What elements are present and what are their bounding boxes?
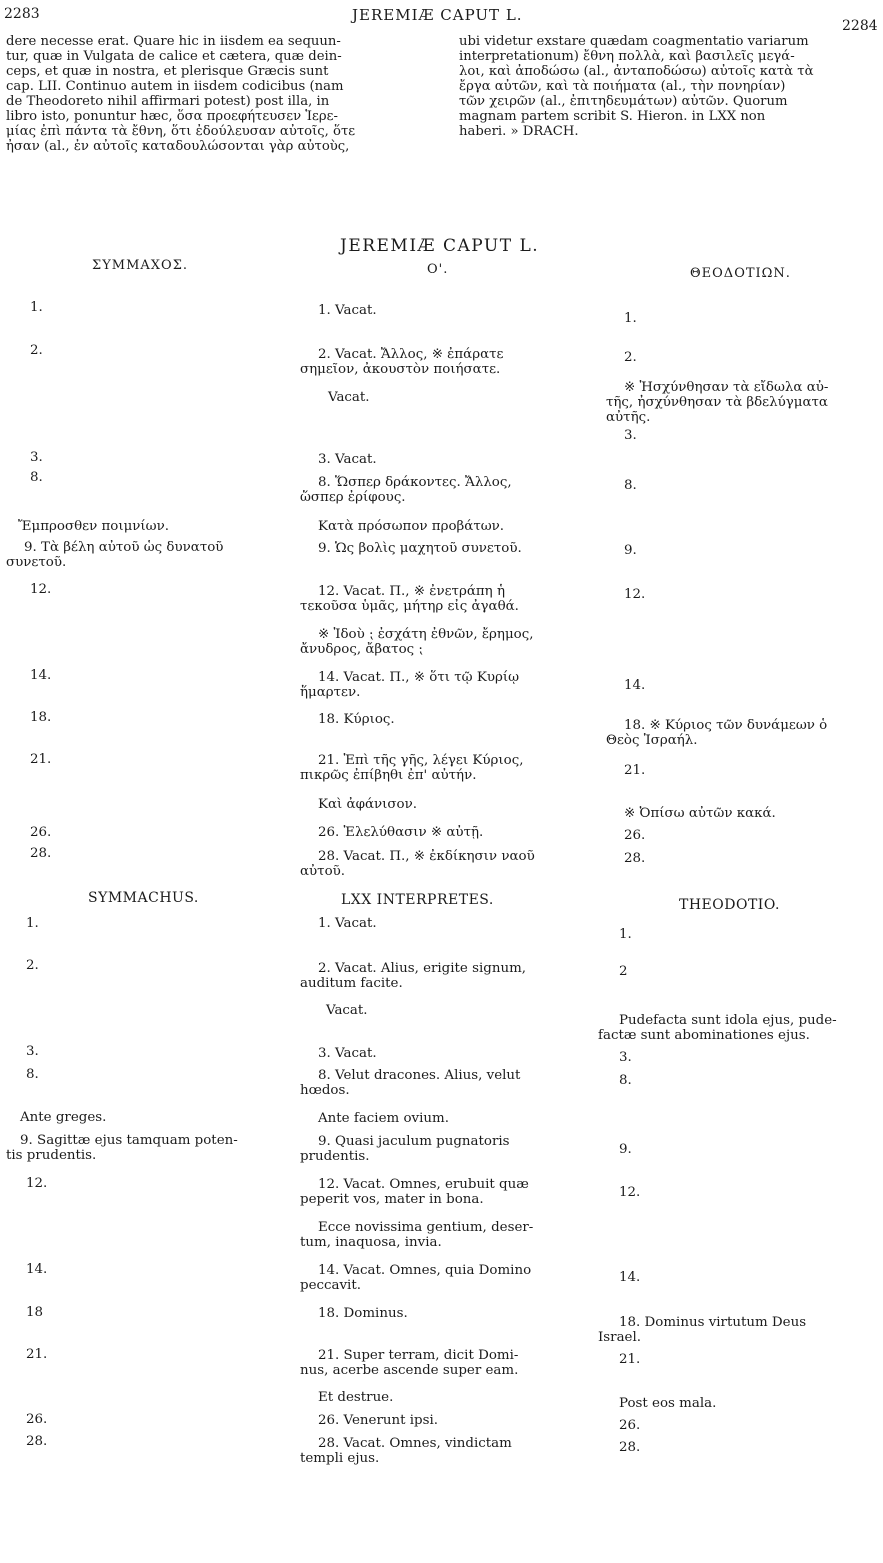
entry: [300, 753, 523, 783]
entry: [619, 1396, 716, 1411]
text-line: 1. Vacat.: [318, 303, 377, 318]
entry: [624, 763, 645, 778]
text-line: Καὶ ἀφάνισον.: [318, 797, 418, 812]
text-line: 26. Ἐλελύθασιν ※ αὐτῇ.: [318, 825, 484, 840]
text-line: ※ Ὀπίσω αὐτῶν κακά.: [624, 806, 776, 821]
text-line: Pudefacta sunt idola ejus, pude-: [619, 1013, 837, 1028]
text-line: συνετοῦ.: [6, 555, 67, 570]
text-line: de Theodoreto nihil affirmari potest) post illa, in: [6, 94, 330, 109]
entry: [6, 540, 223, 570]
text-line: 18.: [30, 710, 52, 725]
entry: [318, 1306, 408, 1321]
text-line: 21. Super terram, dicit Domi-: [318, 1348, 519, 1363]
text-line: 8.: [624, 478, 637, 493]
top-text-left-column: [6, 34, 438, 154]
text-line: λοι, καὶ ἀποδώσω (al., ἀνταποδώσω) αὐτοῖς κατὰ τὰ: [459, 64, 814, 79]
text-line: 1. Vacat.: [318, 916, 377, 931]
entry: [6, 1133, 238, 1163]
text-line: ※ Ἰδοὺ ⁏ ἐσχάτη ἐθνῶν, ἔρημος,: [318, 627, 534, 642]
text-line: 8.: [26, 1067, 39, 1082]
text-line: Post eos mala.: [619, 1396, 717, 1411]
text-line: 28.: [624, 851, 646, 866]
entry: [26, 1176, 47, 1191]
entry: [318, 1413, 438, 1428]
text-line: 2.: [26, 958, 39, 973]
text-line: ἔργα αὐτῶν, καὶ τὰ ποιήματα (al., τὴν πονηρίαν): [459, 79, 786, 94]
text-line: Israel.: [598, 1330, 642, 1345]
entry: [619, 1050, 632, 1065]
text-line: 3.: [619, 1050, 632, 1065]
header-lxx-latin: LXX INTERPRETES.: [341, 892, 494, 908]
page-number-right: 2284: [842, 18, 878, 34]
entry: [26, 1262, 47, 1277]
entry: [318, 825, 483, 840]
text-line: 18. Dominus.: [318, 1306, 408, 1321]
text-line: 8.: [619, 1073, 632, 1088]
text-line: magnam partem scribit S. Hieron. in LXX non: [459, 109, 766, 124]
entry: [619, 1440, 640, 1455]
running-title: JEREMIÆ CAPUT L.: [352, 6, 523, 24]
text-line: 26.: [624, 828, 646, 843]
entry: [300, 961, 526, 991]
text-line: 12. Vacat. Π., ※ ἐνετράπη ἡ: [318, 584, 505, 599]
text-line: ceps, et quæ in nostra, et plerisque Græcis sunt: [6, 64, 329, 79]
text-line: Ecce novissima gentium, deser-: [318, 1220, 534, 1235]
entry: [20, 1110, 106, 1125]
entry: [26, 1044, 39, 1059]
entry: [318, 1111, 449, 1126]
entry: [326, 1003, 368, 1018]
text-line: peperit vos, mater in bona.: [300, 1192, 484, 1207]
text-line: 8.: [30, 470, 43, 485]
text-line: 14.: [624, 678, 646, 693]
text-line: 1.: [26, 916, 39, 931]
text-line: 18. Κύριος.: [318, 712, 395, 727]
text-line: 26.: [26, 1412, 48, 1427]
text-line: 12.: [619, 1185, 641, 1200]
text-line: 9. Ὡς βολὶς μαχητοῦ συνετοῦ.: [318, 541, 522, 556]
text-line: 18. ※ Κύριος τῶν δυνάμεων ὁ: [624, 718, 828, 733]
entry: [624, 806, 776, 821]
text-line: 28.: [30, 846, 52, 861]
text-line: templi ejus.: [300, 1451, 380, 1466]
text-line: 18. Dominus virtutum Deus: [619, 1315, 807, 1330]
text-line: 28. Vacat. Π., ※ ἐκδίκησιν ναοῦ: [318, 849, 535, 864]
entry: [300, 1263, 531, 1293]
entry: [619, 1270, 640, 1285]
entry: [624, 851, 645, 866]
text-line: 3.: [624, 428, 637, 443]
text-line: 8. Ὥσπερ δράκοντες. Ἄλλος,: [318, 475, 512, 490]
entry: [606, 380, 828, 425]
text-line: 3. Vacat.: [318, 452, 377, 467]
text-line: 2. Vacat. Ἄλλος, ※ ἐπάρατε: [318, 347, 504, 362]
entry: [624, 350, 637, 365]
entry: [624, 428, 637, 443]
text-line: 28. Vacat. Omnes, vindictam: [318, 1436, 512, 1451]
text-line: nus, acerbe ascende super eam.: [300, 1363, 519, 1378]
entry: [30, 668, 51, 683]
entry: [300, 1436, 512, 1466]
entry: [30, 825, 51, 840]
text-line: 9. Τὰ βέλη αὐτοῦ ὡς δυνατοῦ: [24, 540, 224, 555]
entry: [619, 1418, 640, 1433]
entry: [318, 452, 377, 467]
text-line: 14. Vacat. Omnes, quia Domino: [318, 1263, 532, 1278]
text-line: Et destrue.: [318, 1390, 394, 1405]
entry: [26, 1305, 43, 1320]
text-line: 14.: [26, 1262, 48, 1277]
text-line: auditum facite.: [300, 976, 403, 991]
text-line: τῆς, ἠσχύνθησαν τὰ βδελύγματα: [606, 395, 828, 410]
entry: [624, 828, 645, 843]
text-line: 8. Velut dracones. Alius, velut: [318, 1068, 521, 1083]
entry: [318, 1390, 393, 1405]
text-line: 9. Quasi jaculum pugnatoris: [318, 1134, 510, 1149]
entry: [619, 1073, 632, 1088]
text-line: 18: [26, 1305, 44, 1320]
page-number-left: 2283: [4, 6, 40, 22]
text-line: interpretationum) ἔθνη πολλὰ, καὶ βασιλεῖς μεγά-: [459, 49, 795, 64]
text-line: 1.: [624, 311, 637, 326]
text-line: Θεὸς Ἰσραήλ.: [606, 733, 698, 748]
entry: [624, 587, 645, 602]
entry: [26, 1412, 47, 1427]
entry: [300, 1348, 518, 1378]
entry: [300, 347, 503, 377]
text-line: Vacat.: [326, 1003, 368, 1018]
text-line: ἄνυδρος, ἄβατος ⁏: [300, 642, 423, 657]
text-line: σημεῖον, ἀκουστὸν ποιήσατε.: [300, 362, 501, 377]
entry: [26, 958, 39, 973]
entry: [30, 710, 51, 725]
text-line: 3.: [26, 1044, 39, 1059]
text-line: ※ Ἠσχύνθησαν τὰ εἴδωλα αὐ-: [624, 380, 829, 395]
text-line: 1.: [619, 927, 632, 942]
text-line: 14.: [30, 668, 52, 683]
text-line: 21.: [619, 1352, 641, 1367]
header-theodotion-greek: ΘΕΟΔΟΤΙΩΝ.: [690, 266, 791, 281]
text-line: Κατὰ πρόσωπον προβάτων.: [318, 519, 505, 534]
text-line: τῶν χειρῶν (al., ἐπιτηδευμάτων) αὐτῶν. Quorum: [459, 94, 788, 109]
text-line: dere necesse erat. Quare hic in iisdem ea sequun-: [6, 34, 341, 49]
text-line: 21.: [624, 763, 646, 778]
text-line: 26. Venerunt ipsi.: [318, 1413, 439, 1428]
text-line: Ἔμπροσθεν ποιμνίων.: [18, 519, 169, 534]
entry: [26, 916, 39, 931]
text-line: 12.: [624, 587, 646, 602]
entry: [619, 964, 628, 979]
text-line: 1.: [30, 300, 43, 315]
entry: [619, 1352, 640, 1367]
text-line: 3. Vacat.: [318, 1046, 377, 1061]
text-line: tur, quæ in Vulgata de calice et cætera, quæ dein-: [6, 49, 342, 64]
text-line: 9. Sagittæ ejus tamquam poten-: [20, 1133, 238, 1148]
header-symmachus-latin: SYMMACHUS.: [88, 890, 199, 906]
entry: [318, 1046, 377, 1061]
entry: [300, 849, 535, 879]
entry: [300, 1068, 520, 1098]
entry: [624, 543, 637, 558]
entry: [300, 584, 519, 614]
entry: [318, 916, 377, 931]
top-text-right-column: [459, 34, 879, 139]
text-line: μίας ἐπὶ πάντα τὰ ἔθνη, ὅτι ἐδούλευσαν αὐτοῖς, ὅτε: [6, 124, 356, 139]
entry: [624, 311, 637, 326]
text-line: tum, inaquosa, invia.: [300, 1235, 442, 1250]
header-lxx-greek: O'.: [427, 262, 449, 277]
text-line: 26.: [30, 825, 52, 840]
entry: [300, 627, 533, 657]
text-line: Ante greges.: [20, 1110, 107, 1125]
text-line: 2.: [624, 350, 637, 365]
entry: [318, 797, 417, 812]
entry: [598, 1315, 806, 1345]
text-line: ἥμαρτεν.: [300, 685, 361, 700]
entry: [300, 1134, 510, 1164]
text-line: 2. Vacat. Alius, erigite signum,: [318, 961, 527, 976]
text-line: 14. Vacat. Π., ※ ὅτι τῷ Κυρίῳ: [318, 670, 520, 685]
section-title: JEREMIÆ CAPUT L.: [340, 236, 540, 256]
entry: [300, 1220, 533, 1250]
text-line: 9.: [619, 1142, 632, 1157]
entry: [26, 1434, 47, 1449]
entry: [318, 519, 504, 534]
entry: [318, 712, 395, 727]
text-line: hœdos.: [300, 1083, 350, 1098]
entry: [30, 300, 43, 315]
text-line: 3.: [30, 450, 43, 465]
text-line: haberi. » DRACH.: [459, 124, 579, 139]
text-line: πικρῶς ἐπίβηθι ἐπ' αὐτήν.: [300, 768, 477, 783]
text-line: 2.: [30, 343, 43, 358]
text-line: 12. Vacat. Omnes, erubuit quæ: [318, 1177, 529, 1192]
entry: [26, 1067, 39, 1082]
text-line: libro isto, ponuntur hæc, ὅσα προεφήτευσεν Ἱερε-: [6, 109, 338, 124]
entry: [318, 541, 522, 556]
text-line: ὥσπερ ἐρίφους.: [300, 490, 406, 505]
entry: [30, 582, 51, 597]
text-line: Vacat.: [328, 390, 370, 405]
text-line: peccavit.: [300, 1278, 361, 1293]
entry: [300, 475, 512, 505]
entry: [300, 670, 519, 700]
entry: [328, 390, 370, 405]
text-line: Ante faciem ovium.: [318, 1111, 449, 1126]
entry: [30, 470, 43, 485]
entry: [619, 927, 632, 942]
entry: [30, 450, 43, 465]
text-line: αὐτοῦ.: [300, 864, 346, 879]
entry: [624, 678, 645, 693]
text-line: 9.: [624, 543, 637, 558]
header-symmachus-greek: ΣΥΜΜΑΧΟΣ.: [92, 258, 189, 273]
text-line: factæ sunt abominationes ejus.: [598, 1028, 810, 1043]
entry: [300, 1177, 529, 1207]
text-line: 21.: [26, 1347, 48, 1362]
text-line: prudentis.: [300, 1149, 370, 1164]
entry: [624, 478, 637, 493]
text-line: ἦσαν (al., ἐν αὐτοῖς καταδουλώσονται γὰρ αὐτοὺς,: [6, 139, 350, 154]
text-line: 26.: [619, 1418, 641, 1433]
entry: [619, 1142, 632, 1157]
text-line: 21.: [30, 752, 52, 767]
entry: [30, 343, 43, 358]
text-line: tis prudentis.: [6, 1148, 97, 1163]
entry: [619, 1185, 640, 1200]
header-theodotion-latin: THEODOTIO.: [679, 897, 780, 913]
entry: [30, 752, 51, 767]
text-line: cap. LII. Continuo autem in iisdem codicibus (nam: [6, 79, 344, 94]
entry: [18, 519, 169, 534]
text-line: τεκοῦσα ὑμᾶς, μήτηρ εἰς ἀγαθά.: [300, 599, 519, 614]
text-line: 14.: [619, 1270, 641, 1285]
text-line: αὐτῆς.: [606, 410, 651, 425]
text-line: 21. Ἐπὶ τῆς γῆς, λέγει Κύριος,: [318, 753, 524, 768]
entry: [318, 303, 377, 318]
text-line: ubi videtur exstare quædam coagmentatio variarum: [459, 34, 809, 49]
text-line: 28.: [26, 1434, 48, 1449]
text-line: 12.: [30, 582, 52, 597]
entry: [30, 846, 51, 861]
text-line: 2: [619, 964, 628, 979]
entry: [598, 1013, 837, 1043]
entry: [606, 718, 827, 748]
text-line: 28.: [619, 1440, 641, 1455]
text-line: 12.: [26, 1176, 48, 1191]
entry: [26, 1347, 47, 1362]
